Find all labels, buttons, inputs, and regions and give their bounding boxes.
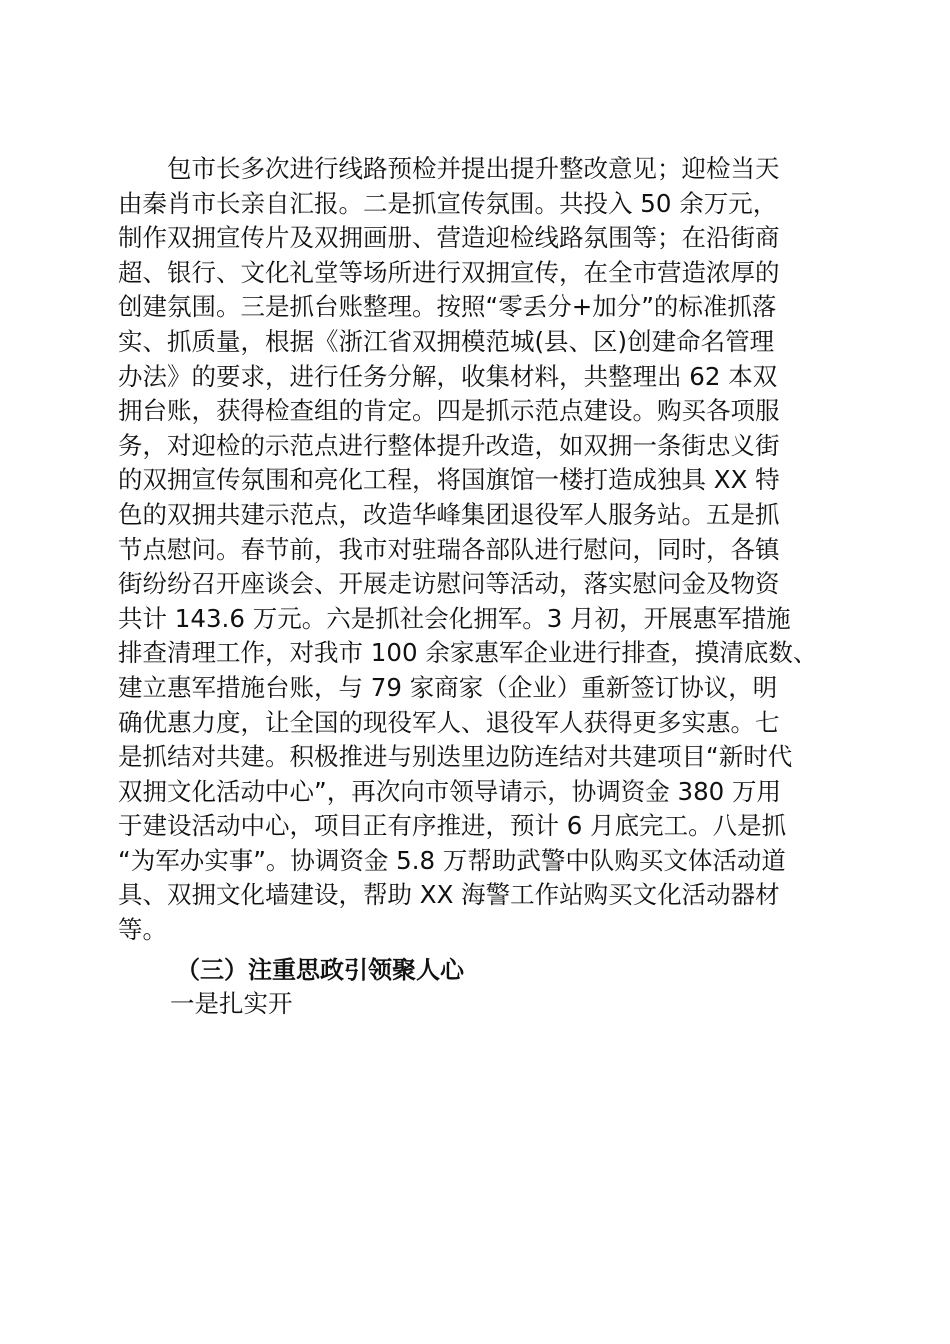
paragraph-line: 是抓结对共建。积极推进与别迭里边防连结对共建项目“新时代 [118, 742, 793, 772]
paragraph-line: 由秦肖市长亲自汇报。二是抓宣传氛围。共投入 50 余万元， [118, 188, 778, 218]
paragraph-line: 具、双拥文化墙建设，帮助 XX 海警工作站购买文化活动器材 [118, 880, 780, 910]
paragraph-line: 拥台账，获得检查组的肯定。四是抓示范点建设。购买各项服 [118, 396, 780, 426]
paragraph-line: “为军办实事”。协调资金 5.8 万帮助武警中队购买文体活动道 [118, 845, 786, 875]
body-paragraph [118, 152, 830, 948]
paragraph-line: 包市长多次进行线路预检并提出提升整改意见；迎检当天 [118, 154, 780, 183]
paragraph-line: 创建氛围。三是抓台账整理。按照“零丢分+加分”的标准抓落 [118, 292, 777, 322]
paragraph-line: 双拥文化活动中心”，再次向市领导请示，协调资金 380 万用 [118, 776, 782, 806]
paragraph-line: 共计 143.6 万元。六是抓社会化拥军。3 月初，开展惠军措施 [118, 603, 791, 633]
paragraph-line: 节点慰问。春节前，我市对驻瑞各部队进行慰问，同时，各镇 [118, 534, 780, 564]
paragraph-line: 确优惠力度，让全国的现役军人、退役军人获得更多实惠。七 [118, 707, 780, 737]
paragraph-line: 建立惠军措施台账，与 79 家商家（企业）重新签订协议，明 [118, 672, 778, 702]
paragraph-line: 超、银行、文化礼堂等场所进行双拥宣传，在全市营造浓厚的 [118, 257, 780, 287]
paragraph-line: 排查清理工作，对我市 100 余家惠军企业进行排查，摸清底数、 [118, 638, 818, 668]
paragraph-line: 办法》的要求，进行任务分解，收集材料，共整理出 62 本双 [118, 361, 778, 391]
section-heading: （三）注重思政引领聚人心 [176, 956, 464, 984]
paragraph-line: 色的双拥共建示范点，改造华峰集团退役军人服务站。五是抓 [118, 499, 780, 529]
paragraph-start: 一是扎实开 [170, 989, 293, 1018]
paragraph-line: 实、抓质量，根据《浙江省双拥模范城(县、区)创建命名管理 [118, 326, 775, 356]
paragraph-line: 等。 [118, 915, 167, 945]
paragraph-line: 务，对迎检的示范点进行整体提升改造，如双拥一条街忠义街 [118, 430, 780, 460]
paragraph-line: 的双拥宣传氛围和亮化工程，将国旗馆一楼打造成独具 XX 特 [118, 465, 780, 495]
paragraph-line: 制作双拥宣传片及双拥画册、营造迎检线路氛围等；在沿街商 [118, 223, 780, 253]
paragraph-line: 街纷纷召开座谈会、开展走访慰问等活动，落实慰问金及物资 [118, 569, 780, 599]
paragraph-line: 于建设活动中心，项目正有序推进，预计 6 月底完工。八是抓 [118, 811, 787, 841]
